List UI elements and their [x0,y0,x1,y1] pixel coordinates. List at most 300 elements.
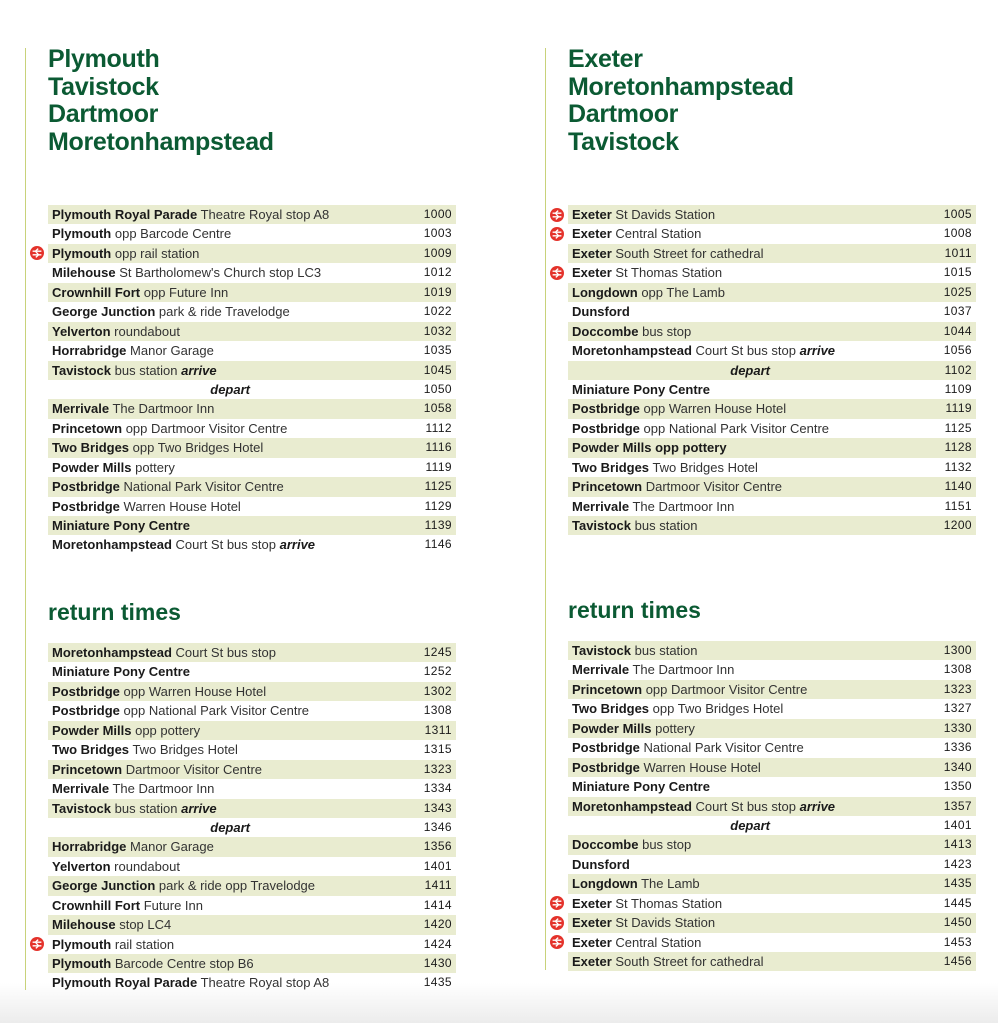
departure-time: 1025 [943,284,972,299]
departure-time: 1012 [423,265,452,280]
stop-place: Merrivale [572,498,630,514]
route-title [48,46,274,156]
stop-detail: stop LC4 [119,917,172,933]
departure-time: 1056 [943,343,972,358]
departure-time: 1125 [944,420,972,435]
departure-time: 1445 [943,895,972,910]
stop-name [52,322,180,341]
timetable-row [568,322,976,341]
timetable-row [568,380,976,399]
stop-detail: Barcode Centre stop B6 [114,956,254,971]
stop-name [572,244,764,263]
route-title-line: Tavistock [48,72,159,101]
stop-name [52,662,190,681]
departure-time: 1414 [423,897,452,912]
departure-time: 1453 [943,934,972,949]
departure-time: 1140 [944,479,972,494]
stop-detail: opp Dartmoor Visitor Centre [125,420,288,436]
departure-time: 1315 [423,742,452,757]
stop-name [572,438,727,457]
arrive-label: arrive [279,537,316,553]
departure-time: 1323 [423,761,452,776]
departure-time: 1401 [423,858,452,873]
stop-detail: The Dartmoor Inn [632,662,735,678]
national-rail-icon [30,246,44,260]
stop-name [572,263,722,282]
route-title-line: Dartmoor [48,100,159,128]
stop-name [52,682,266,701]
return-times-heading: return times [568,597,701,623]
stop-detail: Two Bridges Hotel [132,742,238,758]
departure-time: 1050 [423,381,452,396]
timetable-row [48,458,456,477]
arrive-label: arrive [799,798,836,814]
stop-place: Two Bridges [52,440,130,456]
stop-place: Exeter [572,265,612,281]
timetable-row [48,935,456,954]
stop-place: Milehouse [52,265,116,281]
stop-place: Exeter [572,245,612,261]
stop-name [52,701,309,720]
departure-time: 1423 [943,856,972,871]
stop-name [52,954,254,973]
departure-time: 1015 [943,265,972,280]
stop-name [52,516,190,535]
stop-detail: St Bartholomew's Church stop LC3 [119,265,322,281]
departure-time: 1109 [944,381,972,396]
departure-time: 1139 [424,518,452,532]
timetable-row [48,535,456,554]
departure-time: 1413 [943,837,972,852]
stop-detail: Manor Garage [130,343,214,359]
stop-place: Princetown [572,479,643,495]
timetable-row [48,361,456,380]
stop-name [572,758,761,777]
stop-name [52,779,214,798]
stop-detail: opp Warren House Hotel [643,401,787,417]
stop-detail: St Thomas Station [615,265,723,281]
stop-name [572,874,700,893]
stop-place: Postbridge [572,759,640,775]
departure-time: 1308 [423,703,452,718]
departure-time: 1356 [423,839,452,854]
stop-name [572,419,829,438]
timetable-row [48,662,456,681]
departure-time: 1435 [423,975,452,990]
stop-detail: opp Barcode Centre [114,226,232,242]
stop-name [572,380,710,399]
timetable-row [568,516,976,535]
stop-place: Miniature Pony Centre [52,518,190,533]
stop-place: Exeter [572,934,612,950]
timetable-row [48,837,456,856]
stop-detail: Theatre Royal stop A8 [200,975,330,991]
departure-time: 1058 [423,401,452,416]
stop-detail: Warren House Hotel [643,759,761,775]
stop-detail: roundabout [114,323,180,339]
timetable-row [48,721,456,740]
timetable-row [568,361,976,380]
route-title-line: Plymouth [48,45,160,73]
stop-place: Moretonhampstead [52,537,172,553]
stop-name [572,497,734,516]
stop-detail: The Dartmoor Inn [632,498,735,514]
stop-place: Dunsford [572,856,630,872]
stop-detail: bus station [114,362,178,378]
timetable-row [568,283,976,302]
stop-name [52,302,290,321]
departure-time: 1102 [944,362,972,377]
departure-time: 1308 [943,662,972,677]
stop-name [52,876,315,895]
departure-time: 1401 [943,817,972,832]
stop-place: Two Bridges [52,742,130,758]
stop-detail: Manor Garage [130,839,214,855]
timetable-row [48,954,456,973]
departure-time: 1022 [423,304,452,319]
stop-place: Moretonhampstead [52,645,172,660]
stop-name [572,458,758,477]
timetable-row [568,933,976,952]
stop-place: Tavistock [572,518,632,533]
timetable-row [568,738,976,757]
stop-name [52,799,217,818]
stop-name [572,516,698,535]
departure-time: 1327 [943,701,972,716]
departure-time: 1424 [423,936,452,951]
stop-place: Miniature Pony Centre [572,381,710,397]
stop-detail: opp Future Inn [143,284,229,300]
timetable-row [568,777,976,796]
stop-detail: Warren House Hotel [123,498,241,514]
return-times-table [568,641,976,971]
stop-place: Exeter [572,954,612,969]
stop-name [572,322,691,341]
timetable-row [568,497,976,516]
stop-name [52,244,199,263]
stop-detail: pottery [655,720,695,736]
departure-time: 1037 [943,304,972,319]
return-times-table [48,643,456,993]
departure-time: 1245 [423,645,452,659]
departure-time: 1456 [943,954,972,968]
stop-place: Longdown [572,284,638,300]
stop-detail: National Park Visitor Centre [643,740,804,756]
stop-name [572,477,782,496]
stop-place: Exeter [572,226,612,242]
timetable-row [48,399,456,418]
stop-place: Plymouth [52,936,112,952]
stop-name [572,855,630,874]
stop-name [572,894,722,913]
stop-detail: Future Inn [143,897,203,913]
timetable-row [48,419,456,438]
return-times-heading: return times [48,599,181,625]
stop-name [52,419,287,438]
departure-time: 1323 [943,681,972,696]
national-rail-icon [550,916,564,930]
timetable-row [48,915,456,934]
national-rail-icon [550,266,564,280]
depart-label: depart [730,817,770,833]
stop-detail: The Dartmoor Inn [112,781,215,797]
timetable-row [568,477,976,496]
stop-name [52,915,171,934]
stop-place: Longdown [572,876,638,892]
stop-detail: pottery [135,459,175,475]
departure-time: 1435 [943,876,972,891]
stop-place: Milehouse [52,917,116,933]
stop-place: Plymouth [52,226,112,242]
departure-time: 1343 [423,800,452,815]
stop-place: Moretonhampstead [572,343,692,359]
left-column-rule [25,48,26,990]
stop-name [572,738,804,757]
departure-time: 1019 [423,284,452,299]
stop-place: Plymouth Royal Parade [52,207,198,222]
stop-name [572,641,698,660]
stop-detail: bus station [114,800,178,816]
stop-detail: roundabout [114,858,180,874]
timetable-row [48,760,456,779]
stop-place: Exeter [572,895,612,911]
stop-detail: Central Station [615,934,702,950]
departure-time: 1132 [944,459,972,474]
stop-detail: The Dartmoor Inn [112,401,215,417]
stop-name [572,341,835,360]
departure-time: 1119 [425,459,452,474]
stop-place: Postbridge [572,420,640,436]
timetable-row [48,322,456,341]
stop-place: Postbridge [52,683,120,699]
stop-detail: opp rail station [114,245,200,261]
stop-detail: opp Two Bridges Hotel [652,701,784,717]
stop-detail: bus stop [642,323,692,339]
stop-detail: Central Station [615,226,702,242]
stop-detail: opp Dartmoor Visitor Centre [645,681,808,697]
national-rail-icon [550,227,564,241]
stop-name [52,935,174,954]
national-rail-icon [30,937,44,951]
stop-name [572,835,691,854]
stop-detail: opp Warren House Hotel [123,683,267,699]
timetable-row [568,680,976,699]
stop-place: Powder Mills [52,459,132,475]
timetable-row [568,438,976,457]
stop-place: Princetown [52,420,123,436]
stop-detail: Court St bus stop [695,343,796,359]
stop-place: Postbridge [572,401,640,417]
stop-place: Miniature Pony Centre [52,664,190,680]
departure-time: 1336 [943,740,972,755]
stop-name [572,224,701,243]
timetable-row [568,419,976,438]
outbound-times-table [568,205,976,535]
timetable-row [568,263,976,282]
stop-detail: Court St bus stop [175,645,276,660]
stop-detail: opp Two Bridges Hotel [132,440,264,456]
stop-name [52,477,284,496]
stop-place: Crownhill Fort [52,897,141,913]
stop-name [572,205,715,224]
stop-name [52,458,175,477]
stop-place: Moretonhampstead [572,798,692,814]
departure-time: 1128 [944,440,972,455]
stop-detail: South Street for cathedral [615,954,764,969]
stop-name [572,283,725,302]
stop-place: Tavistock [52,800,112,816]
timetable-row [568,660,976,679]
national-rail-icon [550,935,564,949]
stop-place: Horrabridge [52,839,127,855]
timetable-row [48,380,456,399]
stop-name [572,952,764,971]
stop-name [572,399,786,418]
departure-time: 1005 [943,207,972,221]
timetable-row [48,224,456,243]
depart-label: depart [210,819,250,835]
stop-place: Doccombe [572,323,639,339]
stop-name [572,719,695,738]
stop-name [52,205,329,224]
timetable-row [568,816,976,835]
departure-time: 1330 [943,720,972,735]
departure-time: 1300 [943,643,972,657]
stop-detail: South Street for cathedral [615,245,764,261]
timetable-row [568,894,976,913]
timetable-row [48,302,456,321]
timetable-row [48,516,456,535]
timetable-row [48,205,456,224]
departure-time: 1346 [423,819,452,834]
arrive-label: arrive [181,800,217,816]
timetable-row [568,835,976,854]
route-title [568,46,794,156]
national-rail-icon [550,208,564,222]
timetable-row [568,399,976,418]
stop-place: Two Bridges [572,459,650,475]
stop-detail: Dartmoor Visitor Centre [125,761,263,777]
route-title-line: Moretonhampstead [48,127,274,156]
timetable-row [568,641,976,660]
timetable-row [568,224,976,243]
stop-detail: The Lamb [641,876,700,892]
stop-place: Crownhill Fort [52,284,141,300]
timetable-row [48,438,456,457]
stop-detail: Theatre Royal stop A8 [200,207,330,222]
timetable-row [568,341,976,360]
stop-detail: park & ride Travelodge [158,304,290,320]
stop-name [572,699,783,718]
timetable-row [568,244,976,263]
departure-time: 1252 [423,664,452,679]
departure-time: 1000 [423,207,452,221]
timetable-row [568,952,976,971]
route-title-line: Tavistock [568,127,679,156]
departure-time: 1151 [944,498,972,513]
timetable-row [48,682,456,701]
timetable-row [48,244,456,263]
stop-place: George Junction [52,304,156,320]
arrive-label: arrive [799,343,836,359]
national-rail-icon [550,896,564,910]
stop-name [572,797,835,816]
stop-detail: St Thomas Station [615,895,723,911]
stop-place: Powder Mills [52,722,132,738]
stop-place: Postbridge [52,498,120,514]
stop-name [52,224,231,243]
timetable-row [568,458,976,477]
stop-place: Exeter [572,207,612,222]
timetable-row [568,913,976,932]
timetable-row [48,818,456,837]
outbound-times-table [48,205,456,555]
departure-time: 1430 [423,956,452,970]
arrive-label: arrive [181,362,217,378]
timetable-row [568,797,976,816]
stop-detail: Two Bridges Hotel [652,459,758,475]
timetable-row [568,719,976,738]
departure-time: 1420 [423,917,452,932]
timetable-row [48,497,456,516]
timetable-row [48,341,456,360]
timetable-row [568,758,976,777]
timetable-row [48,779,456,798]
stop-name [52,283,228,302]
stop-place: Postbridge [52,703,120,719]
stop-name [52,760,262,779]
timetable-row [568,855,976,874]
stop-detail: St Davids Station [615,207,716,222]
departure-time: 1302 [423,683,452,698]
timetable-row [48,876,456,895]
stop-detail: opp National Park Visitor Centre [123,703,309,719]
stop-name [52,263,321,282]
departure-time: 1032 [423,323,452,338]
stop-detail: Court St bus stop [175,537,276,553]
stop-name [52,973,329,992]
stop-place: Postbridge [52,479,120,495]
timetable-row [48,740,456,759]
stop-detail: rail station [114,936,175,952]
departure-time: 1350 [943,779,972,794]
timetable-row [48,643,456,662]
stop-detail: bus stop [642,837,692,853]
stop-place: Merrivale [572,662,630,678]
timetable-row [48,896,456,915]
timetable-row [48,973,456,992]
stop-name [52,857,180,876]
stop-detail: bus station [634,643,698,658]
stop-place: Powder Mills opp pottery [572,440,727,456]
stop-detail: St Davids Station [615,915,716,931]
stop-name [52,341,214,360]
stop-name [572,302,630,321]
stop-name [572,933,701,952]
right-column-rule [545,48,546,970]
stop-detail: Court St bus stop [695,798,796,814]
stop-place: Dunsford [572,304,630,320]
departure-time: 1146 [424,537,452,552]
departure-time: 1200 [943,518,972,532]
stop-place: Plymouth [52,245,112,261]
departure-time: 1311 [424,722,452,737]
timetable-row [48,477,456,496]
stop-place: Merrivale [52,401,110,417]
stop-detail: park & ride opp Travelodge [158,878,316,894]
stop-place: Horrabridge [52,343,127,359]
departure-time: 1035 [423,343,452,358]
